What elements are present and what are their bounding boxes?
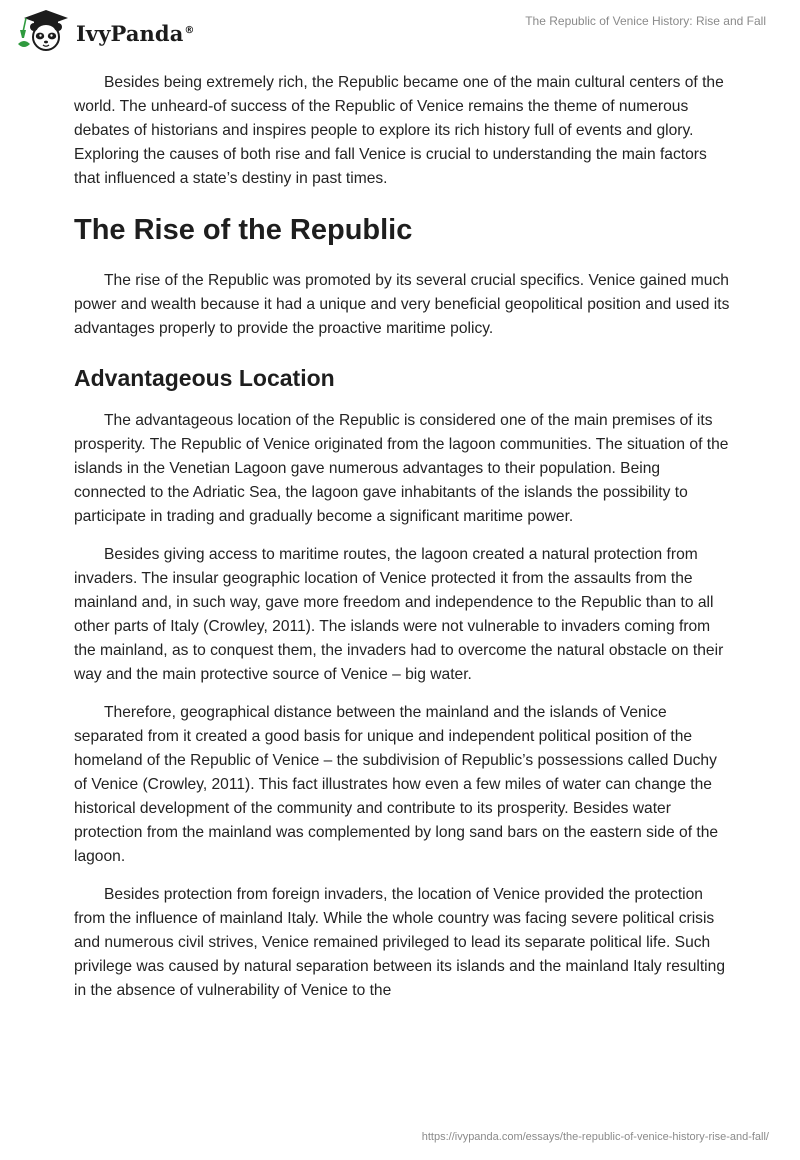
essay-body (74, 71, 730, 1017)
subsection-heading: Advantageous Location (74, 365, 335, 391)
body-paragraph: Therefore, geographical distance between the mainland and the islands of Venice separated from it created a good basis for unique and independent political position of the homeland of the Republic of Venice – the subdivision of Republic’s possessions called Duchy of Venice (Crowley, 2011). This fact illustrates how even a few miles of water can change the historical development of the community and contribute to its prosperity. Besides water protection from the mainland was complemented by long sand bars on the eastern side of the lagoon. (74, 704, 719, 865)
section-heading: The Rise of the Republic (74, 214, 413, 246)
body-paragraph: The advantageous location of the Republic is considered one of the main premises of its prosperity. The Republic of Venice originated from the lagoon communities. The situation of the islands in the Venetian Lagoon gave numerous advantages to their population. Being connected to the Adriatic Sea, the lagoon gave inhabitants of the islands the possibility to participate in trading and gradually become a significant maritime power. (74, 412, 729, 525)
body-paragraph: Besides giving access to maritime routes, the lagoon created a natural protection from invaders. The insular geographic location of Venice protected it from the assaults from the mainland and, in such way, gave more freedom and independence to the Republic than to all other parts of Italy (Crowley, 2011). The islands were not vulnerable to invaders coming from the mainland, as to conquest them, the invaders had to overcome the natural obstacle on their way and the main protective source of Venice – big water. (74, 546, 724, 683)
body-paragraph: Besides protection from foreign invaders, the location of Venice provided the protection from the influence of mainland Italy. While the whole country was facing severe political crisis and numerous civil strives, Venice remained privileged to lead its separate political life. Such privilege was caused by natural separation between its islands and the mainland Italy resulting in the absence of vulnerability of Venice to the (74, 886, 725, 999)
panda-graduate-icon (14, 8, 74, 54)
page-header (0, 0, 800, 70)
document-title: The Republic of Venice History: Rise and Fall (525, 14, 766, 28)
registered-mark: ® (184, 24, 195, 36)
source-url[interactable]: https://ivypanda.com/essays/the-republic-of-venice-history-rise-and-fall/ (421, 1131, 769, 1143)
intro-paragraph: Besides being extremely rich, the Republic became one of the main cultural centers of the world. The unheard-of success of the Republic of Venice remains the theme of numerous debates of historians and inspires people to explore its rich history full of events and glory. Exploring the causes of both rise and fall Venice is crucial to understanding the main factors that influenced a state’s destiny in past times. (74, 74, 724, 187)
section-paragraph: The rise of the Republic was promoted by its several crucial specifics. Venice gained much power and wealth because it had a unique and very beneficial geopolitical position and used its advantages properly to provide the proactive maritime policy. (74, 272, 730, 337)
ivypanda-logo[interactable] (14, 8, 195, 54)
logo-wordmark: IvyPanda® (76, 20, 195, 46)
